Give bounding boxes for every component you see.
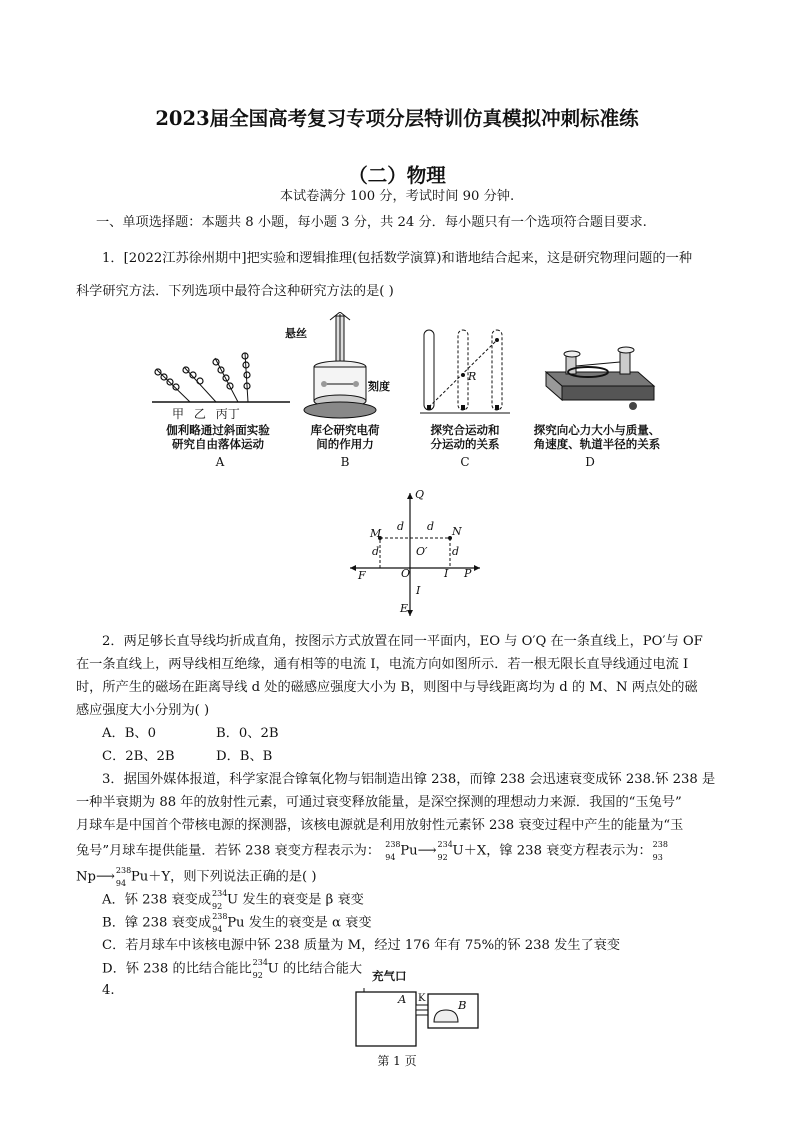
question-source: [2022江苏徐州期中] <box>123 251 247 266</box>
label-valve-k: K <box>418 993 426 1004</box>
question-1-line-2: 科学研究方法．下列选项中最符合这种研究方法的是( ) <box>76 284 394 299</box>
question-2-option-b: B．0、2B <box>216 726 279 741</box>
document-subtitle: （二）物理 <box>348 164 446 187</box>
question-3-option-a: A．钚 238 衰变成 234 92 U 发生的衰变是 β 衰变 <box>102 889 364 911</box>
question-2-line-1: 2．两足够长直导线均折成直角，按图示方式放置在同一平面内，EO 与 O′Q 在一条直线上，PO′与 OF <box>102 634 703 649</box>
label-p: P <box>464 567 472 580</box>
isotope-u-234-d: 234 92 <box>252 958 268 980</box>
question-3-line-4: 兔号”月球车提供能量．若钚 238 衰变方程表示为： 238 94 Pu⟶ 234 92 U＋X，镎 238 衰变方程表示为： 238 93 <box>76 840 668 862</box>
figure-c-caption: 探究合运动和 分运动的关系 <box>430 423 500 451</box>
question-2-option-d: D．B、B <box>216 749 273 764</box>
figure-b-caption: 库仑研究电荷 间的作用力 <box>310 423 380 451</box>
figure-c-tube <box>420 325 510 420</box>
question-3-line-1: 3．据国外媒体报道，科学家混合镎氧化物与铝制造出镎 238，而镎 238 会迅速衰变成钚 238.钚 238 是 <box>102 772 716 787</box>
question-3-line-2: 一种半衰期为 88 年的放射性元素，可通过衰变释放能量，是深空探测的理想动力来源．我国的“玉兔号” <box>76 795 682 810</box>
section-header: 一、单项选择题：本题共 8 小题，每小题 3 分，共 24 分．每小题只有一个选项符合题目要求. <box>96 215 647 230</box>
label-m: M <box>370 527 382 540</box>
page-number: 第 1 页 <box>377 1054 417 1068</box>
question-3-option-b: B．镎 238 衰变成 238 94 Pu 发生的衰变是 α 衰变 <box>102 912 372 934</box>
question-3-line-5: Np⟶ 238 94 Pu＋Y，则下列说法正确的是( ) <box>76 866 317 888</box>
document-title: 2023届全国高考复习专项分层特训仿真模拟冲刺标准练 <box>155 107 639 130</box>
question-2-option-a: A．B、0 <box>102 726 156 741</box>
label-n: N <box>452 525 462 538</box>
label-o-prime: O′ <box>416 545 428 558</box>
label-d-top-right: d <box>427 520 435 533</box>
label-suspension-wire: 悬丝 <box>285 327 307 340</box>
figure-q2-wires <box>340 488 490 618</box>
label-d-right: d <box>452 545 460 558</box>
question-4-number: 4. <box>102 983 115 998</box>
figure-b-torsion-balance <box>300 312 390 422</box>
question-2-line-3: 时，所产生的磁场在距离导线 d 处的磁感应强度大小为 B，则图中与导线距离均为 d 的 M、N 两点处的磁 <box>76 680 698 695</box>
label-o: O <box>401 567 411 580</box>
isotope-pu-238-c: 238 94 <box>212 912 228 934</box>
label-r: R <box>468 370 477 383</box>
figure-a-labels: 甲 乙 丙丁 <box>172 407 240 421</box>
label-d-left: d <box>372 545 380 558</box>
exam-info: 本试卷满分 100 分，考试时间 90 分钟. <box>279 189 515 204</box>
label-i-horizontal: I <box>444 567 449 580</box>
question-2-line-4: 感应强度大小分别为( ) <box>76 703 210 718</box>
isotope-u-234-a: 234 92 <box>212 889 228 911</box>
question-3-option-c: C．若月球车中该核电源中钚 238 质量为 M，经过 176 年有 75%的钚 238 发生了衰变 <box>102 938 621 953</box>
isotope-pu-238: 238 94 <box>385 840 401 862</box>
label-f: F <box>358 569 366 582</box>
question-1-line-1: 1．[2022江苏徐州期中]把实验和逻辑推理(包括数学演算)和谐地结合起来，这是研究物理问题的一种 <box>102 251 693 266</box>
isotope-u-234: 234 92 <box>437 840 453 862</box>
isotope-np-238: 238 93 <box>652 840 668 862</box>
label-inlet: 充气口 <box>372 969 407 983</box>
figure-d-centripetal-apparatus <box>538 342 658 417</box>
figure-d-letter: D <box>585 455 595 469</box>
label-container-b: B <box>458 998 467 1012</box>
question-3-option-d: D．钚 238 的比结合能比 234 92 U 的比结合能大 <box>102 958 363 980</box>
figure-a-caption: 伽利略通过斜面实验 研究自由落体运动 <box>166 423 270 451</box>
question-3-line-3: 月球车是中国首个带核电源的探测器，该核电源就是利用放射性元素钚 238 衰变过程中产生的能量为“玉 <box>76 818 684 833</box>
figure-d-caption: 探究向心力大小与质量、 角速度、轨道半径的关系 <box>533 423 661 451</box>
isotope-pu-238-b: 238 94 <box>115 866 132 888</box>
question-2-line-2: 在一条直线上，两导线相互绝缘，通有相等的电流 I，电流方向如图所示．若一根无限长直导线通过电流 I <box>76 657 689 672</box>
figure-a-letter: A <box>215 455 225 469</box>
figure-b-letter: B <box>340 455 350 469</box>
figure-a-incline <box>150 350 290 410</box>
label-container-a: A <box>398 992 407 1006</box>
question-2-option-c: C．2B、2B <box>102 749 175 764</box>
figure-c-letter: C <box>460 455 470 469</box>
label-e: E <box>400 602 409 615</box>
label-q: Q <box>415 488 425 501</box>
label-i-vertical: I <box>416 584 421 597</box>
label-scale: 刻度 <box>368 380 390 393</box>
label-d-top-left: d <box>397 520 405 533</box>
